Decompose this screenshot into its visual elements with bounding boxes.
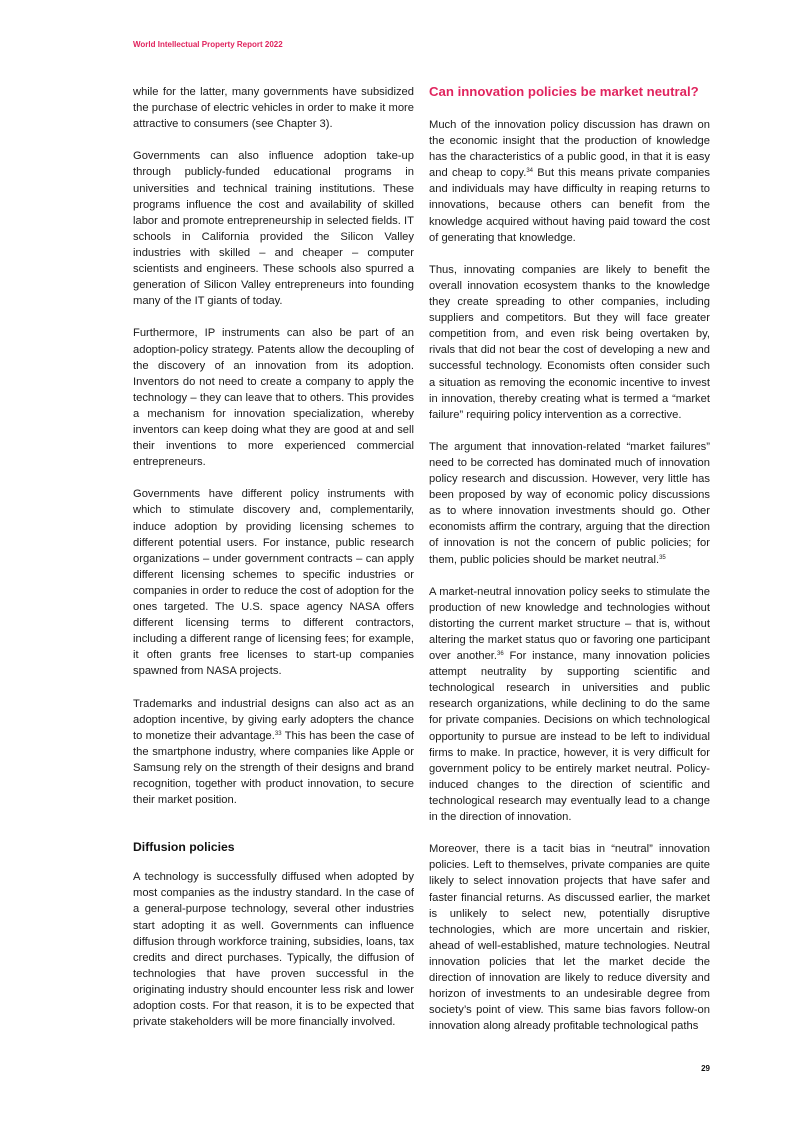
paragraph: A technology is successfully diffused when adopted by most companies as the industry standard. In the case of a general-purpose technology, several other industries start adopting it as well. Governments can influence diffusion through workforce training, subsidies, loans, tax credits and direct purchases. Typically, the diffusion of technologies that have proven successful in the originating industry should encounter less risk and lower adoption costs. For that reason, it is to be expected that private stakeholders will be more financially involved. bbox=[133, 871, 414, 1029]
running-head: World Intellectual Property Report 2022 bbox=[133, 40, 283, 49]
paragraph: Governments can also influence adoption take-up through publicly-funded educational programs in universities and technical training institutions. These programs influence the cost and availability of skilled labor and promote entrepreneurship in selected fields. IT schools in California provided the Silicon Valley industries with skilled – and cheaper – computer scientists and engineers. These schools also spurred a generation of Silicon Valley entrepreneurs into founding many of the IT giants of today. bbox=[133, 150, 414, 308]
right-column bbox=[429, 84, 710, 1034]
paragraph: Moreover, there is a tacit bias in “neutral” innovation policies. Left to themselves, private companies are quite likely to select innovation projects that have safer and faster financial returns. As discussed earlier, the market is unlikely to select new, potentially disruptive technologies, which are more uncertain and riskier, ahead of well-established, mature technologies. Neutral innovation policies that let the market decide the direction of innovation are likely to reduce diversity and horizon of investments to an undesirable degree from society’s point of view. This same bias favors follow-on innovation along already profitable technological paths bbox=[429, 843, 710, 1033]
left-column bbox=[133, 84, 414, 1030]
section-heading-diffusion: Diffusion policies bbox=[133, 840, 235, 855]
footnote-ref: 36 bbox=[497, 651, 504, 658]
footnote-ref: 34 bbox=[526, 168, 533, 175]
paragraph-text: A market-neutral innovation policy seeks to stimulate the production of new knowledge and technologies without distorting the current market structure – that is, without altering the market status quo or favoring one participant over another. bbox=[429, 585, 710, 663]
paragraph: Thus, innovating companies are likely to benefit the overall innovation ecosystem thanks to the knowledge they create spreading to other companies, including suppliers and competitors. But they will face greater competition from, and even risk being overtaken by, rivals that did not bear the cost of developing a new and successful technology. Economists often consider such a situation as removing the economic incentive to invest in innovation, thereby creating what is termed a “market failure” requiring policy intervention as a corrective. bbox=[429, 263, 710, 421]
paragraph: Furthermore, IP instruments can also be part of an adoption-policy strategy. Patents allow the decoupling of the discovery of an innovation from its adoption. Inventors do not need to create a company to apply the technology – they can leave that to others. This provides a mechanism for innovation specialization, whereby inventors can keep doing what they are good at and sell their inventions to more experienced commercial entrepreneurs. bbox=[133, 327, 414, 469]
paragraph-text: The argument that innovation-related “market failures” need to be corrected has dominated much of innovation policy research and discussion. However, very little has been proposed by way of economic policy discussions as to where innovation investments should go. Other economists affirm the contrary, arguing that the direction of innovation is not the concern of public policies; for them, public policies should be market neutral. bbox=[429, 440, 710, 566]
paragraph-text: Trademarks and industrial designs can also act as an adoption incentive, by giving early adopters the chance to monetize their advantage. bbox=[133, 697, 414, 742]
paragraph bbox=[133, 696, 414, 809]
paragraph-text: But this means private companies and individuals may have difficulty in reaping returns to innovations, because others can benefit from the knowledge acquired without having paid toward the cost of generating that knowledge. bbox=[429, 167, 710, 244]
section-heading-market-neutral: Can innovation policies be market neutral? bbox=[429, 84, 699, 99]
footnote-ref: 33 bbox=[274, 730, 282, 737]
paragraph-text: This has been the case of the smartphone industry, where companies like Apple or Samsung rely on the strength of their designs and brand recognition, together with product innovation, to secure their market position. bbox=[133, 729, 414, 807]
paragraph bbox=[429, 439, 710, 568]
paragraph-text: For instance, many innovation policies attempt neutrality by supporting scientific and technological research in universities and public research organizations, while declining to do the same for private companies. Decisions on which technological opportunity to pursue are instead to be left to individual firms to make. In practice, however, it is very difficult for government policy to be entirely market neutral. Policy-induced changes to the direction of scientific and technological research may eventually lead to a change in the direction of innovation. bbox=[429, 650, 710, 824]
footnote-ref: 35 bbox=[659, 554, 666, 561]
paragraph bbox=[429, 584, 710, 825]
paragraph: Governments have different policy instruments with which to stimulate discovery and, complementarily, induce adoption by providing licensing schemes to different potential users. For instance, public research organizations – under government contracts – can apply different licensing schemes to specific industries or companies in order to reduce the cost of adoption for the ones targeted. The U.S. space agency NASA offers different licensing terms to different contractors, including a different range of licensing fees; for example, it often grants free licenses to start-up companies spawned from NASA projects. bbox=[133, 488, 414, 678]
paragraph: while for the latter, many governments have subsidized the purchase of electric vehicles in order to make it more attractive to consumers (see Chapter 3). bbox=[133, 86, 414, 131]
paragraph bbox=[429, 117, 710, 246]
paragraph-text: Much of the innovation policy discussion has drawn on the economic insight that the production of knowledge has the characteristics of a public good, in that it is easy and cheap to copy. bbox=[429, 119, 710, 180]
page-number: 29 bbox=[701, 1064, 710, 1073]
